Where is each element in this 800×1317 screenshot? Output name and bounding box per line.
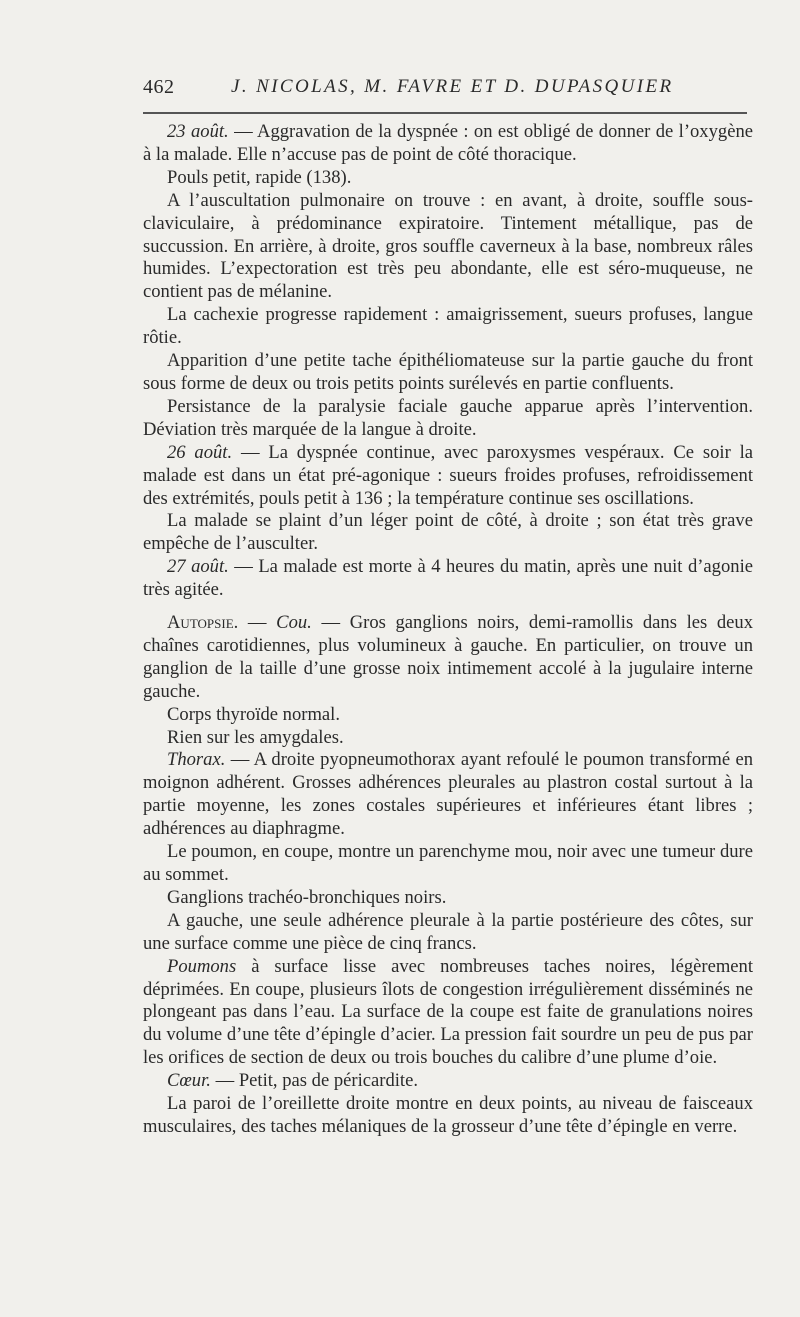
paragraph-text: — La malade est morte à 4 heures du matin, après une nuit d’agonie très agitée.	[143, 556, 753, 601]
paragraph-text: Rien sur les amygdales.	[167, 726, 344, 748]
page-header	[143, 76, 753, 106]
paragraph	[143, 887, 753, 910]
paragraph-text: La malade se plaint d’un léger point de côté, à droite ; son état très grave empêche de l’ausculter.	[143, 510, 753, 555]
paragraph-text: Persistance de la paralysie faciale gauche apparue après l’intervention. Déviation très marquée de la langue à droite.	[143, 395, 753, 440]
paragraph-text: A l’auscultation pulmonaire on trouve : en avant, à droite, souffle sous-claviculaire, à prédominance expiratoire. Tintement métallique, pas de succussion. En arrière, à droite, gros souffle caverneux à la base, nombreux râles humides. L’expectoration est très peu abondante, elle est séro-muqueuse, ne contient pas de mélanine.	[143, 189, 753, 303]
paragraph-text: — A droite pyopneumothorax ayant refoulé le poumon transformé en moignon adhérent. Grosses adhérences pleurales au plastron costal surtout à la partie moyenne, les zones costales supérieures et inférieures étant libres ; adhérences au diaphragme.	[143, 749, 753, 840]
paragraph	[143, 442, 753, 511]
paragraph	[143, 749, 753, 841]
paragraph: Autopsie. — Cou. — Gros ganglions noirs, demi-ramollis dans les deux chaînes carotidiennes, plus volumineux à gauche. En particulier, on trouve un ganglion de la taille d’une grosse noix intimement accolé à la jugulaire interne gauche.	[143, 612, 754, 702]
paragraph-text: — La dyspnée continue, avec paroxysmes vespéraux. Ce soir la malade est dans un état pré-agonique : sueurs froides profuses, refroidissement des extrémités, pouls petit à 136 ; la température continue ses oscillations.	[143, 441, 753, 509]
autopsy-lead: Autopsie.	[167, 612, 239, 634]
section-lead: Cœur.	[167, 1070, 211, 1092]
paragraph-text: La paroi de l’oreillette droite montre en deux points, au niveau de faisceaux musculaires, des taches mélaniques de la grosseur d’une tête d’épingle en verre.	[143, 1093, 753, 1137]
paragraph-text: Pouls petit, rapide (138).	[167, 166, 352, 188]
paragraph-text: — Gros ganglions noirs, demi-ramollis dans les deux chaînes carotidiennes, plus volumineux à gauche. En particulier, on trouve un ganglion de la taille d’une grosse noix intimement accolé à la jugulaire interne gauche.	[143, 612, 754, 702]
paragraph-text: La cachexie progresse rapidement : amaigrissement, sueurs profuses, langue rôtie.	[143, 304, 753, 349]
paragraph-text: — Petit, pas de péricardite.	[210, 1070, 418, 1092]
section-lead: Poumons	[167, 955, 237, 977]
paragraph	[143, 956, 753, 1071]
section-lead: Cou.	[276, 612, 312, 634]
date-lead: 23 août.	[167, 121, 229, 142]
paragraph-text: — Aggravation de la dyspnée : on est obligé de donner de l’oxygène à la malade. Elle n’accuse pas de point de côté thoracique.	[143, 121, 753, 165]
paragraph-text: A gauche, une seule adhérence pleurale à la partie postérieure des côtes, sur une surface comme une pièce de cinq francs.	[143, 909, 753, 954]
paragraph	[143, 704, 753, 727]
paragraph	[143, 396, 753, 442]
page-number: 462	[143, 76, 175, 98]
paragraph-text: Ganglions trachéo-bronchiques noirs.	[167, 886, 447, 908]
section-lead: Thorax.	[167, 749, 226, 771]
paragraph	[143, 910, 753, 956]
paragraph	[143, 556, 753, 602]
body-text	[143, 121, 753, 1139]
paragraph	[143, 841, 753, 887]
paragraph-text: Le poumon, en coupe, montre un parenchyme mou, noir avec une tumeur dure au sommet.	[143, 841, 753, 885]
paragraph-text: à surface lisse avec nombreuses taches noires, légèrement déprimées. En coupe, plusieurs îlots de congestion irrégulièrement disséminés ne plongeant pas dans l’eau. La surface de la coupe est faite de granulations noires du volume d’une tête d’épingle d’acier. La pression fait sourdre un peu de pus par les orifices de section de deux ou trois bouches du calibre d’une plume d’oie.	[143, 955, 753, 1069]
paragraph	[143, 350, 753, 396]
date-lead: 26 août.	[167, 441, 233, 463]
paragraph-text: Apparition d’une petite tache épithéliomateuse sur la partie gauche du front sous forme de deux ou trois petits points surélevés en partie confluents.	[143, 350, 753, 394]
header-rule	[143, 112, 747, 114]
paragraph	[143, 1093, 753, 1139]
paragraph	[143, 727, 753, 750]
paragraph	[143, 510, 753, 556]
paragraph	[143, 190, 753, 305]
paragraph	[143, 121, 753, 167]
paragraph	[143, 167, 753, 190]
date-lead: 27 août.	[167, 556, 229, 578]
paragraph	[143, 1070, 753, 1093]
paragraph	[143, 304, 753, 350]
running-head: J. NICOLAS, M. FAVRE ET D. DUPASQUIER	[231, 76, 674, 97]
paragraph-text: Corps thyroïde normal.	[167, 703, 340, 725]
